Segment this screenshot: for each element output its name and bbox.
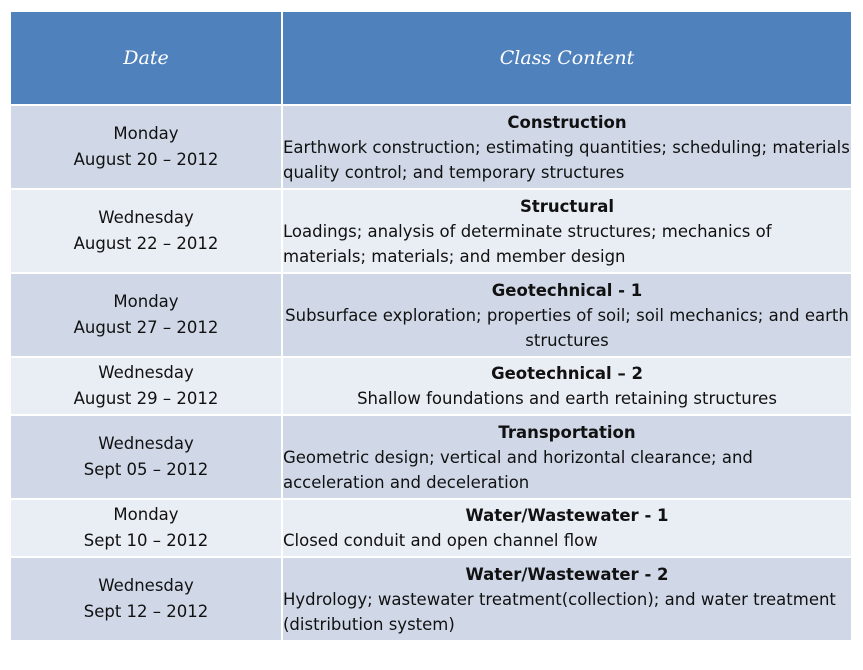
table-row	[10, 415, 852, 499]
topic-description: Earthwork construction; estimating quantities; scheduling; materials quality control; and temporary structures	[283, 137, 850, 182]
date-cell	[10, 105, 282, 189]
date-label: August 22 – 2012	[73, 234, 219, 253]
date-label: Sept 05 – 2012	[83, 460, 209, 479]
content-cell	[282, 273, 852, 357]
day-label: Monday	[113, 505, 179, 524]
topic-description: Hydrology; wastewater treatment(collection); and water treatment (distribution system)	[283, 589, 836, 634]
day-label: Monday	[113, 292, 179, 311]
topic-title: Water/Wastewater - 2	[465, 564, 669, 584]
content-cell	[282, 499, 852, 557]
date-cell	[10, 273, 282, 357]
day-label: Monday	[113, 124, 179, 143]
header-row	[10, 11, 852, 105]
table-row	[10, 499, 852, 557]
date-label: August 27 – 2012	[73, 318, 219, 337]
topic-title: Transportation	[498, 422, 636, 442]
topic-title: Structural	[520, 196, 614, 216]
table-row	[10, 273, 852, 357]
day-label: Wednesday	[98, 576, 194, 595]
table-row	[10, 557, 852, 641]
date-label: Sept 10 – 2012	[83, 531, 209, 550]
date-label: August 29 – 2012	[73, 389, 219, 408]
day-label: Wednesday	[98, 208, 194, 227]
day-label: Wednesday	[98, 363, 194, 382]
date-label: August 20 – 2012	[73, 150, 219, 169]
content-cell	[282, 557, 852, 641]
date-column-header: Date	[10, 11, 282, 105]
date-cell	[10, 499, 282, 557]
date-cell	[10, 189, 282, 273]
topic-title: Geotechnical – 2	[491, 364, 643, 383]
table-row	[10, 189, 852, 273]
topic-description: Closed conduit and open channel flow	[283, 531, 598, 550]
content-cell	[282, 105, 852, 189]
topic-description: Geometric design; vertical and horizontal clearance; and acceleration and deceleration	[283, 447, 753, 492]
content-cell	[282, 189, 852, 273]
date-cell	[10, 357, 282, 415]
table-row	[10, 357, 852, 415]
date-cell	[10, 557, 282, 641]
content-cell	[282, 415, 852, 499]
topic-description: Shallow foundations and earth retaining structures	[357, 389, 777, 408]
date-cell	[10, 415, 282, 499]
date-label: Sept 12 – 2012	[83, 602, 209, 621]
topic-title: Geotechnical - 1	[491, 280, 643, 300]
topic-title: Water/Wastewater - 1	[465, 506, 669, 525]
topic-description: Subsurface exploration; properties of soil; soil mechanics; and earth structures	[285, 305, 849, 350]
day-label: Wednesday	[98, 434, 194, 453]
topic-title: Construction	[507, 112, 627, 132]
class-content-column-header: Class Content	[282, 11, 852, 105]
class-schedule-table	[9, 10, 853, 642]
table-row	[10, 105, 852, 189]
topic-description: Loadings; analysis of determinate structures; mechanics of materials; materials; and member design	[283, 221, 772, 266]
content-cell	[282, 357, 852, 415]
